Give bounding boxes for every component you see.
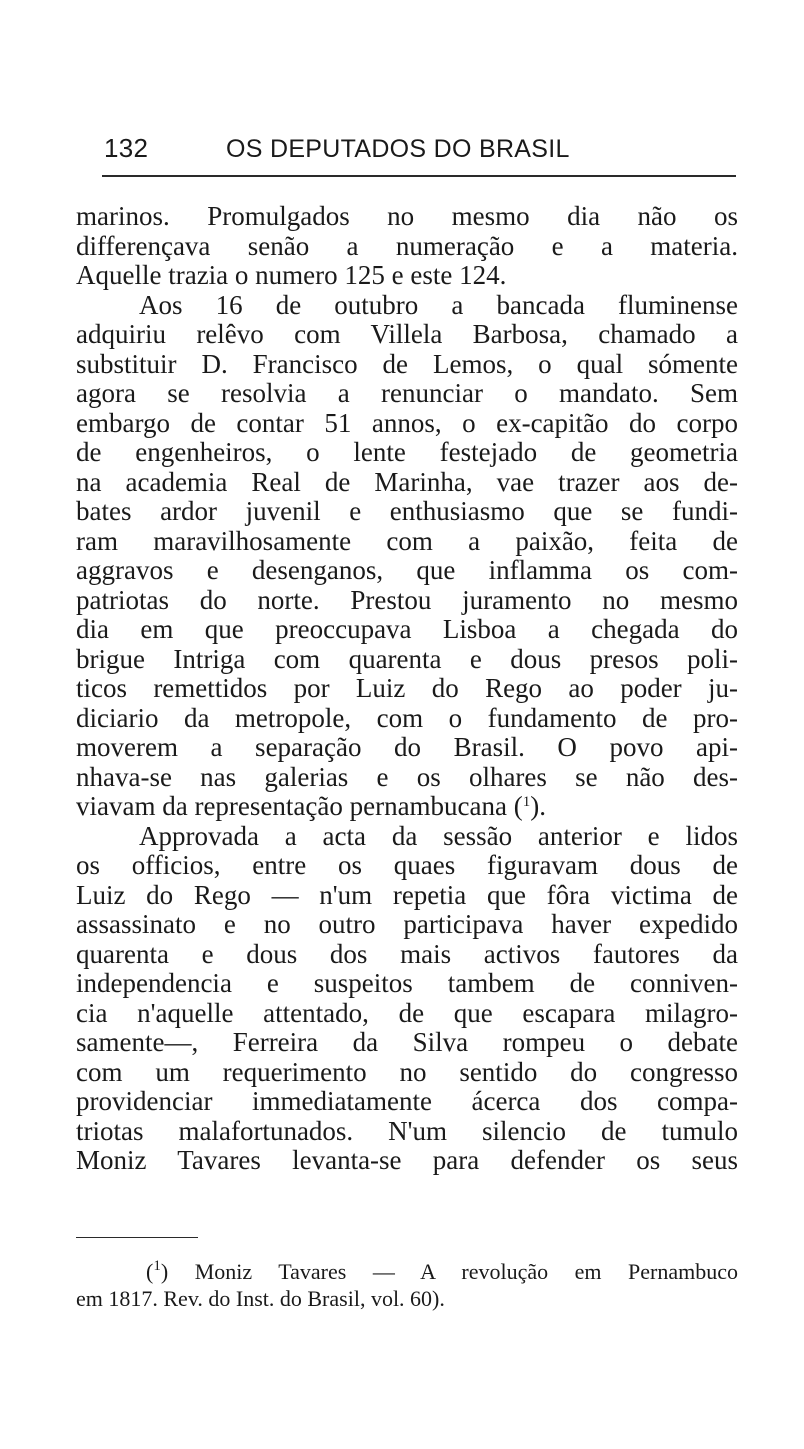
text-line: diciario da metropole, com o fundamento de pro-	[76, 702, 738, 733]
footnote-reference-close: ).	[530, 791, 547, 821]
text-line: triotas malafortunados. N'um silencio de tumulo	[76, 1115, 738, 1146]
page-number: 132	[104, 133, 149, 163]
text-line: com um requerimento no sentido do congresso	[76, 1056, 738, 1087]
footnote-line	[76, 1258, 738, 1285]
text-line: dia em que preoccupava Lisboa a chegada do	[76, 614, 738, 644]
text-line: os officios, entre os quaes figuravam dous de	[76, 850, 738, 880]
text-line: ticos remettidos por Luiz do Rego ao poder ju-	[76, 673, 738, 703]
footnote-reference[interactable]: 1	[522, 794, 531, 810]
text-line: patriotas do norte. Prestou juramento no mesmo	[76, 584, 738, 615]
text-line: Luiz do Rego — n'um repetia que fôra victima de	[76, 879, 738, 910]
text-line: de engenheiros, o lente festejado de geometria	[76, 437, 738, 467]
header-rule	[102, 175, 736, 177]
text-line: Aos 16 de outubro a bancada fluminense	[139, 289, 738, 320]
running-header	[104, 133, 740, 163]
text-line: bates ardor juvenil e enthusiasmo que se fundi-	[76, 496, 738, 526]
text-line: na academia Real de Marinha, vae trazer aos de-	[76, 466, 738, 497]
text-line: samente—, Ferreira da Silva rompeu o debate	[76, 1027, 738, 1057]
body-text	[76, 202, 738, 1176]
footnote-line: em 1817. Rev. do Inst. do Brasil, vol. 60).	[76, 1286, 445, 1311]
footnote-text: Moniz Tavares — A revolução em Pernambuco	[194, 1259, 738, 1284]
text-line: ram maravilhosamente com a paixão, feita de	[76, 525, 738, 556]
text-line	[76, 792, 738, 822]
text-line: brigue Intriga com quarenta e dous presos poli-	[76, 643, 738, 674]
text-line: differençava senão a numeração e a materia.	[76, 230, 738, 261]
text-line: adquiriu relêvo com Villela Barbosa, chamado a	[76, 319, 738, 349]
text-line: assassinato e no outro participava haver expedido	[76, 909, 738, 939]
text-line: Moniz Tavares levanta-se para defender os seus	[76, 1145, 738, 1175]
footnotes	[76, 1258, 738, 1312]
text-line: embargo de contar 51 annos, o ex-capitão do corpo	[76, 407, 738, 438]
text-line: cia n'aquelle attentado, de que escapara milagro-	[76, 997, 738, 1028]
text-line: moverem a separação do Brasil. O povo api-	[76, 732, 738, 762]
text-line: quarenta e dous dos mais activos fautores da	[76, 938, 738, 969]
text-line: nhava-se nas galerias e os olhares se não des-	[76, 761, 738, 792]
text-line: Approvada a acta da sessão anterior e lidos	[139, 820, 738, 851]
footnote-marker-open: (	[146, 1259, 154, 1284]
text-line-content: viavam da representação pernambucana (	[76, 791, 523, 821]
text-line: Aquelle trazia o numero 125 e este 124.	[76, 260, 507, 290]
running-title: OS DEPUTADOS DO BRASIL	[226, 135, 570, 163]
text-line: providenciar immediatamente ácerca dos compa-	[76, 1086, 738, 1116]
text-line: marinos. Promulgados no mesmo dia não os	[76, 201, 738, 231]
footnote-marker: 1	[153, 1258, 161, 1274]
footnote-marker-close: )	[160, 1259, 169, 1284]
footnote-rule	[76, 1237, 198, 1238]
text-line: aggravos e desenganos, que inflamma os com-	[76, 555, 738, 585]
text-line: independencia e suspeitos tambem de conniven-	[76, 968, 738, 998]
text-line: substituir D. Francisco de Lemos, o qual sómente	[76, 348, 738, 379]
text-line: agora se resolvia a renunciar o mandato. Sem	[76, 378, 738, 408]
